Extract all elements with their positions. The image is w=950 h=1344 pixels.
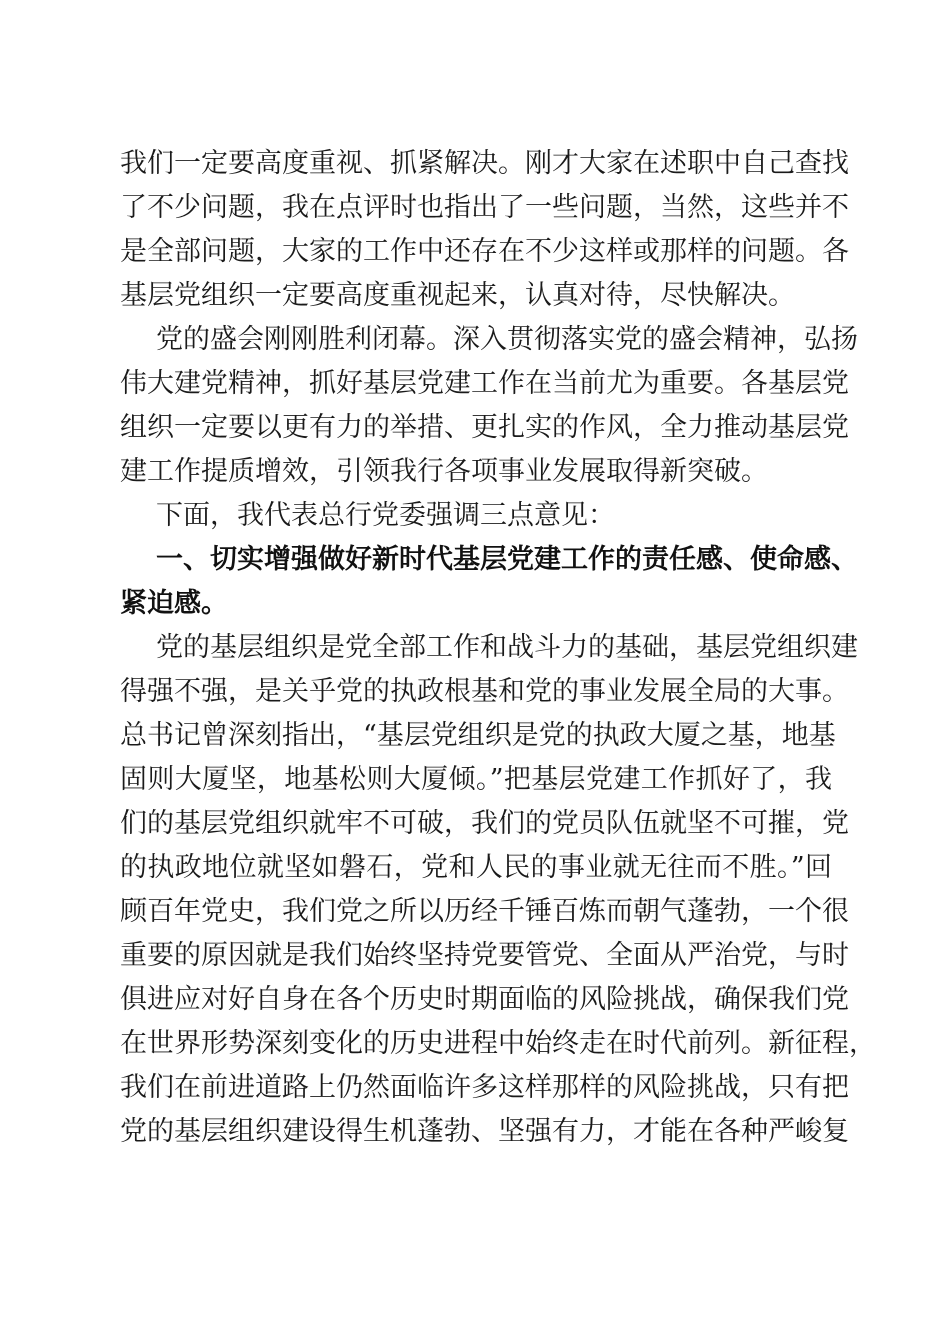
paragraph-5-line-4: 固则大厦坚，地基松则大厦倾。”把基层党建工作抓好了，我 [120, 764, 832, 795]
paragraph-1-line-4: 基层党组织一定要高度重视起来，认真对待，尽快解决。 [120, 280, 795, 311]
paragraph-3-line-1: 下面，我代表总行党委强调三点意见： [156, 500, 615, 531]
paragraph-5-line-1: 党的基层组织是党全部工作和战斗力的基础，基层党组织建 [156, 632, 858, 663]
paragraph-2-line-2: 伟大建党精神，抓好基层党建工作在当前尤为重要。各基层党 [120, 368, 849, 399]
paragraph-2-line-1: 党的盛会刚刚胜利闭幕。深入贯彻落实党的盛会精神，弘扬 [156, 324, 858, 355]
paragraph-2-line-4: 建工作提质增效，引领我行各项事业发展取得新突破。 [120, 456, 768, 487]
paragraph-5-line-5: 们的基层党组织就牢不可破，我们的党员队伍就坚不可摧，党 [120, 808, 849, 839]
paragraph-1-line-1: 我们一定要高度重视、抓紧解决。刚才大家在述职中自己查找 [120, 148, 849, 179]
paragraph-5-line-12: 党的基层组织建设得生机蓬勃、坚强有力，才能在各种严峻复 [120, 1116, 849, 1147]
paragraph-5-line-7: 顾百年党史，我们党之所以历经千锤百炼而朝气蓬勃，一个很 [120, 896, 849, 927]
paragraph-1-line-2: 了不少问题，我在点评时也指出了一些问题，当然，这些并不 [120, 192, 849, 223]
section-heading-line-1: 一、切实增强做好新时代基层党建工作的责任感、使命感、 [156, 544, 858, 575]
paragraph-5-line-10: 在世界形势深刻变化的历史进程中始终走在时代前列。新征程， [120, 1028, 876, 1059]
paragraph-5-line-8: 重要的原因就是我们始终坚持党要管党、全面从严治党，与时 [120, 940, 849, 971]
paragraph-5-line-11: 我们在前进道路上仍然面临许多这样那样的风险挑战，只有把 [120, 1072, 849, 1103]
paragraph-2-line-3: 组织一定要以更有力的举措、更扎实的作风，全力推动基层党 [120, 412, 849, 443]
paragraph-5-line-3: 总书记曾深刻指出，“基层党组织是党的执政大厦之基，地基 [120, 720, 836, 751]
paragraph-1-line-3: 是全部问题，大家的工作中还存在不少这样或那样的问题。各 [120, 236, 849, 267]
paragraph-5-line-9: 俱进应对好自身在各个历史时期面临的风险挑战，确保我们党 [120, 984, 849, 1015]
paragraph-5-line-6: 的执政地位就坚如磐石，党和人民的事业就无往而不胜。”回 [120, 852, 832, 883]
paragraph-5-line-2: 得强不强，是关乎党的执政根基和党的事业发展全局的大事。 [120, 676, 849, 707]
section-heading-line-2: 紧迫感。 [120, 588, 228, 619]
